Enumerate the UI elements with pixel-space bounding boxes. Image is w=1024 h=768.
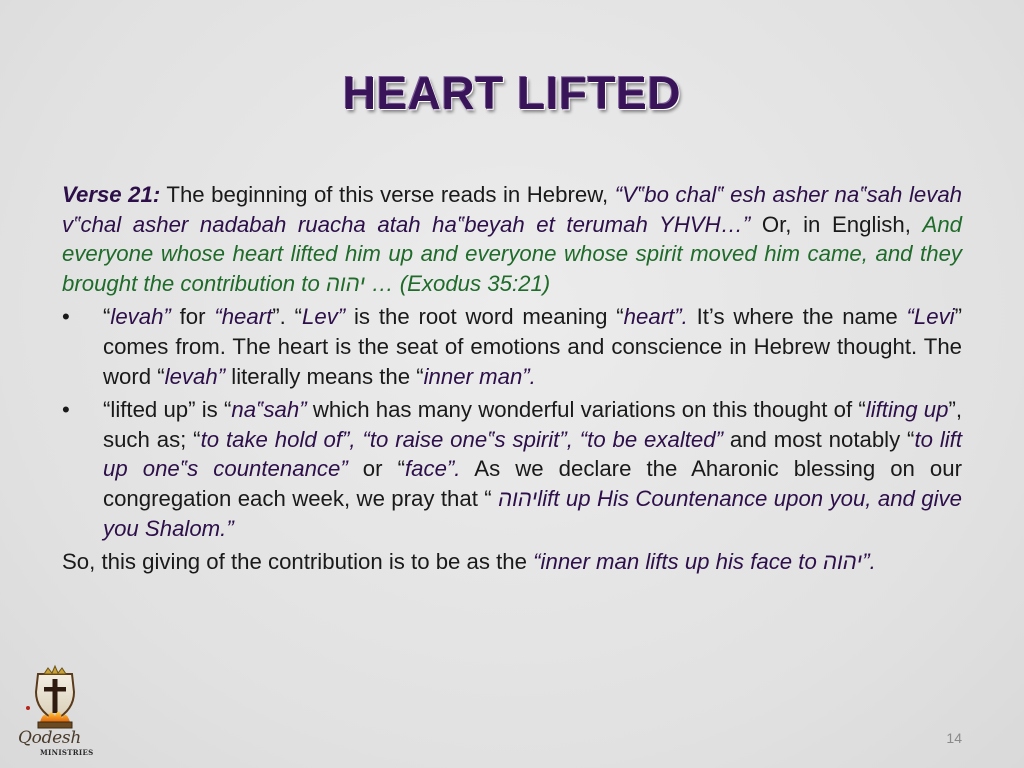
hebrew-transliteration: “V‟bo chal‟ esh asher na‟sah levah v‟chal asher nadabah ruacha atah ha‟beyah et terumah YHVH…” [62,182,962,237]
slide-body [62,180,962,581]
bullet-italic-run: to take hold of”, “to raise one‟s spirit”, “to be exalted” [200,426,723,452]
bullet-text-run: ” comes from. The heart is the seat of emotions and conscience in Hebrew thought. The word “ [103,304,962,389]
slide-title: HEART LIFTED [342,67,682,119]
bullet-italic-run: Lev” [302,304,346,330]
closing-quote: “inner man lifts up his face to יהוה”. [533,549,876,575]
bullet-list [62,302,962,543]
logo-script-text: Qodesh [18,728,81,748]
page-number: 14 [946,730,962,746]
bullet-text-run: which has many wonderful variations on this thought of “ [306,397,866,423]
bullet-italic-run: “Levi [906,304,955,330]
bullet-text-run: for [170,304,215,330]
bullet-text-run: is the root word meaning “ [345,304,624,330]
bullet-italic-run: heart”. [623,304,688,330]
bullet-italic-run: levah” [164,363,226,389]
bullet-text-run: It’s where the name [687,304,907,330]
verse-label: Verse 21: [62,182,161,207]
bullet-text-run: ”, such as; “ [103,397,963,452]
bullet-italic-run: יהוהlift up His Countenance upon you, and give you Shalom.” [103,485,962,541]
bullet-text-run: “lifted up” is “ [103,397,232,423]
bullet-text-run: As we declare the Aharonic blessing on our congregation each week, we pray that “ [103,456,962,511]
english-intro-text: Or, in English, [750,211,923,237]
closing-text: So, this giving of the contribution is to be as the [62,549,534,575]
bullet-marker: • [62,397,70,423]
bullet-text [103,304,962,388]
bullet-text-run: or “ [347,456,405,482]
bullet-item-lifted-up [62,395,962,543]
bullet-item-levah [62,302,962,391]
verse-paragraph [62,180,962,298]
logo-subtitle-text: MINISTRIES [40,748,94,757]
english-verse-quote: And everyone whose heart lifted him up and everyone whose spirit moved him came, and they brought the contribution to יהוה … (Exodus 35:21) [62,211,963,296]
closing-paragraph [62,547,962,577]
bullet-italic-run: na‟sah” [231,397,307,423]
bullet-italic-run: “heart [214,304,273,330]
bullet-italic-run: lifting up [865,397,949,423]
bullet-text-run: and most notably “ [722,426,915,452]
bullet-italic-run: face”. [404,456,461,482]
bullet-text-run: “ [103,304,111,330]
bullet-italic-run: inner man”. [423,363,536,389]
bullet-text-run: literally means the “ [225,363,424,389]
bullet-italic-run: to lift up one‟s countenance” [103,426,963,482]
bullet-italic-run: levah” [110,304,171,330]
verse-intro-text: The beginning of this verse reads in Hebrew, [160,182,615,207]
qodesh-ministries-logo [14,664,98,760]
bullet-text-run: ”. “ [272,304,303,330]
bullet-text [103,397,962,540]
bullet-marker: • [62,304,70,330]
